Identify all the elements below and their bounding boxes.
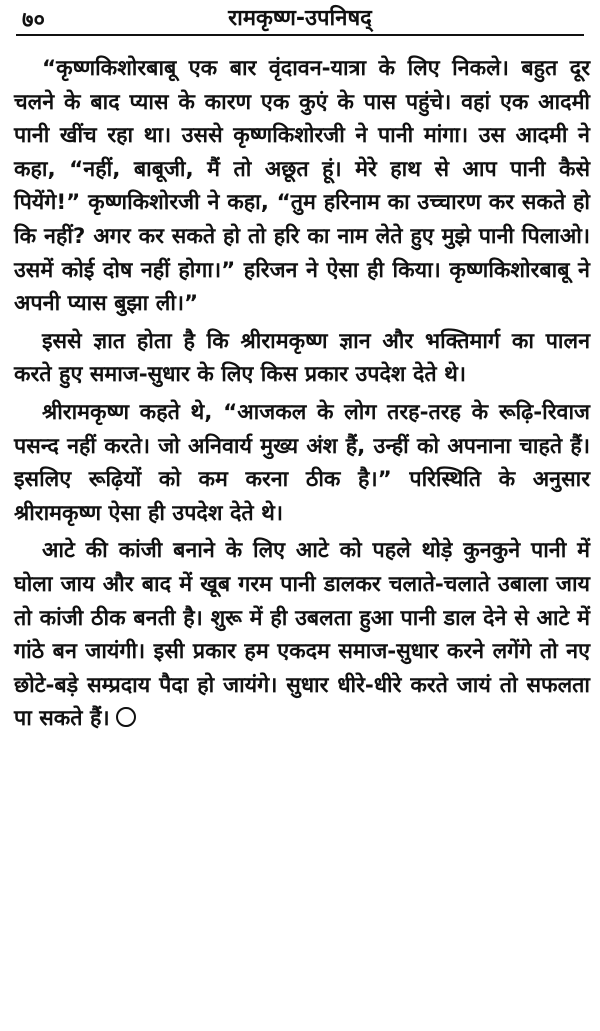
end-mark-circle-icon: [116, 707, 136, 727]
paragraph-analogy-text: आटे की कांजी बनाने के लिए आटे को पहले थोड़े कुनकुने पानी में घोला जाय और बाद में खूब गरम पानी डालकर चलाते-चलाते उबाला जाय तो कांजी ठीक बनती है। शुरू में ही उबलता हुआ पानी डाल देने से आटे में गांठे बन जायंगी। इसी प्रकार हम एकदम समाज-सुधार करने लगेंगे तो नए छोटे-बड़े सम्प्रदाय पैदा हो जायंगे। सुधार धीरे-धीरे करते जायं तो सफलता पा सकते हैं।: [14, 538, 590, 732]
header-rule: [16, 34, 584, 36]
page-header: [8, 0, 592, 44]
paragraph-customs: श्रीरामकृष्ण कहते थे, “आजकल के लोग तरह-तरह के रूढ़ि-रिवाज पसन्द नहीं करते। जो अनिवार्य मुख्य अंश हैं, उन्हीं को अपनाना चाहते हैं। इसलिए रूढ़ियों को कम करना ठीक है।” परिस्थिति के अनुसार श्रीरामकृष्ण ऐसा ही उपदेश देते थे।: [14, 399, 590, 526]
paragraph-analogy: [14, 534, 590, 736]
paragraph-story: “कृष्णकिशोरबाबू एक बार वृंदावन-यात्रा के लिए निकले। बहुत दूर चलने के बाद प्यास के कारण एक कुएं के पास पहुंचे। वहां एक आदमी पानी खींच रहा था। उससे कृष्णकिशोरजी ने पानी मांगा। उस आदमी ने कहा, “नहीं, बाबूजी, मैं तो अछूत हूं। मेरे हाथ से आप पानी कैसे पियेंगे!” कृष्णकिशोरजी ने कहा, “तुम हरिनाम का उच्चारण कर सकते हो कि नहीं? अगर कर सकते हो तो हरि का नाम लेते हुए मुझे पानी पिलाओ। उसमें कोई दोष नहीं होगा।” हरिजन ने ऐसा ही किया। कृष्णकिशोरबाबू ने अपनी प्यास बुझा ली।”: [14, 56, 590, 317]
paragraph-inference: इससे ज्ञात होता है कि श्रीरामकृष्ण ज्ञान और भक्तिमार्ग का पालन करते हुए समाज-सुधार के लिए किस प्रकार उपदेश देते थे।: [14, 328, 590, 388]
page-number: ७०: [22, 8, 45, 33]
page-body: [14, 52, 590, 740]
running-title: रामकृष्ण-उपनिषद्: [228, 6, 372, 31]
